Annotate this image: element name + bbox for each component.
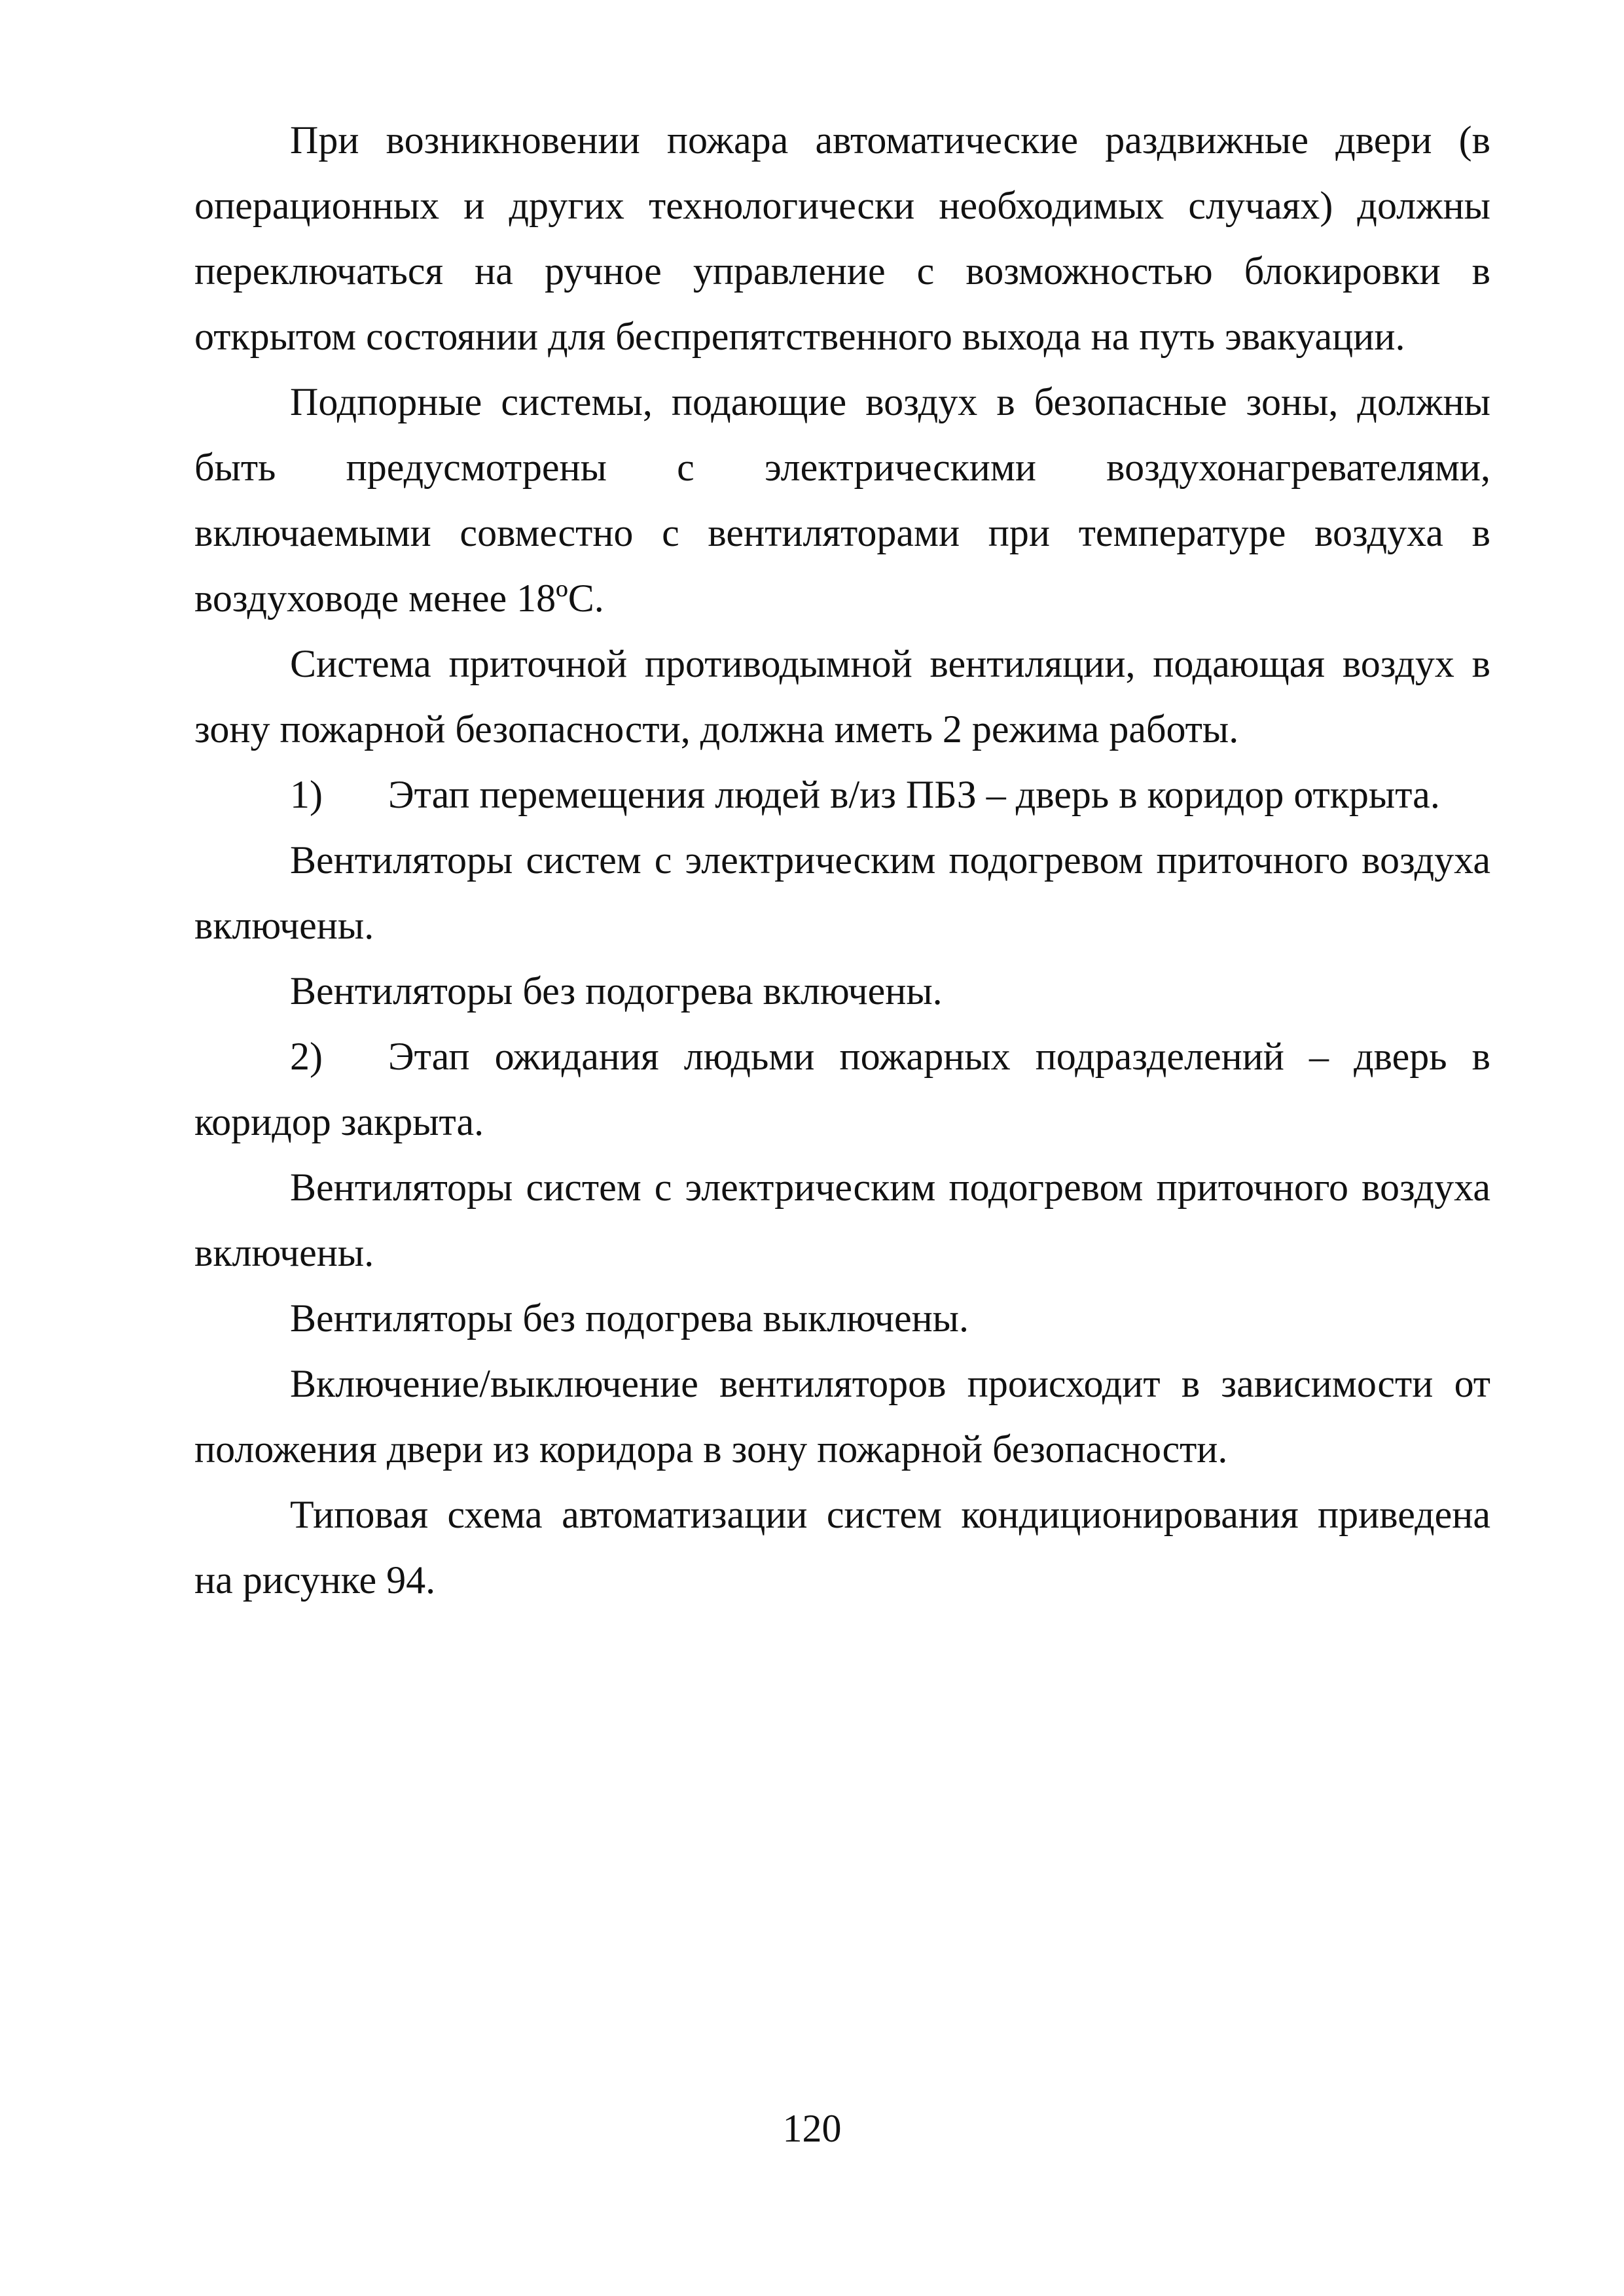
page-body [194,107,1490,1613]
step-2-text: Этап ожидания людьми пожарных подразделений – дверь в коридор закрыта. [194,1035,1490,1143]
step-1-number: 1) [290,773,323,816]
paragraph-figure-reference: Типовая схема автоматизации систем кондиционирования приведена на рисунке 94. [194,1493,1490,1602]
step-1-text: Этап перемещения людей в/из ПБЗ – дверь в коридор открыта. [388,773,1440,816]
step-2-number: 2) [290,1035,323,1078]
paragraph-ventilation-modes: Система приточной противодымной вентиляции, подающая воздух в зону пожарной безопасности, должна иметь 2 режима работы. [194,642,1490,751]
step-1-detail-heated: Вентиляторы систем с электрическим подогревом приточного воздуха включены. [194,838,1490,947]
step-1-detail-unheated: Вентиляторы без подогрева включены. [290,969,943,1013]
step-2-detail-heated: Вентиляторы систем с электрическим подогревом приточного воздуха включены. [194,1166,1490,1274]
step-2 [194,1024,1490,1155]
paragraph-doors: При возникновении пожара автоматические раздвижные двери (в операционных и других технологически необходимых случаях) должны переключаться на ручное управление с возможностью блокировки в открытом состоянии для беспрепятственного выхода на путь эвакуации. [194,118,1490,358]
paragraph-fan-switching: Включение/выключение вентиляторов происходит в зависимости от положения двери из коридора в зону пожарной безопасности. [194,1362,1490,1471]
step-1 [194,762,1490,827]
page-number: 120 [782,2107,842,2150]
paragraph-pressure-systems: Подпорные системы, подающие воздух в безопасные зоны, должны быть предусмотрены с электрическими воздухонагревателями, включаемыми совместно с вентиляторами при температуре воздуха в воздуховоде менее 18ºС. [194,380,1490,620]
step-2-detail-unheated: Вентиляторы без подогрева выключены. [290,1297,969,1340]
